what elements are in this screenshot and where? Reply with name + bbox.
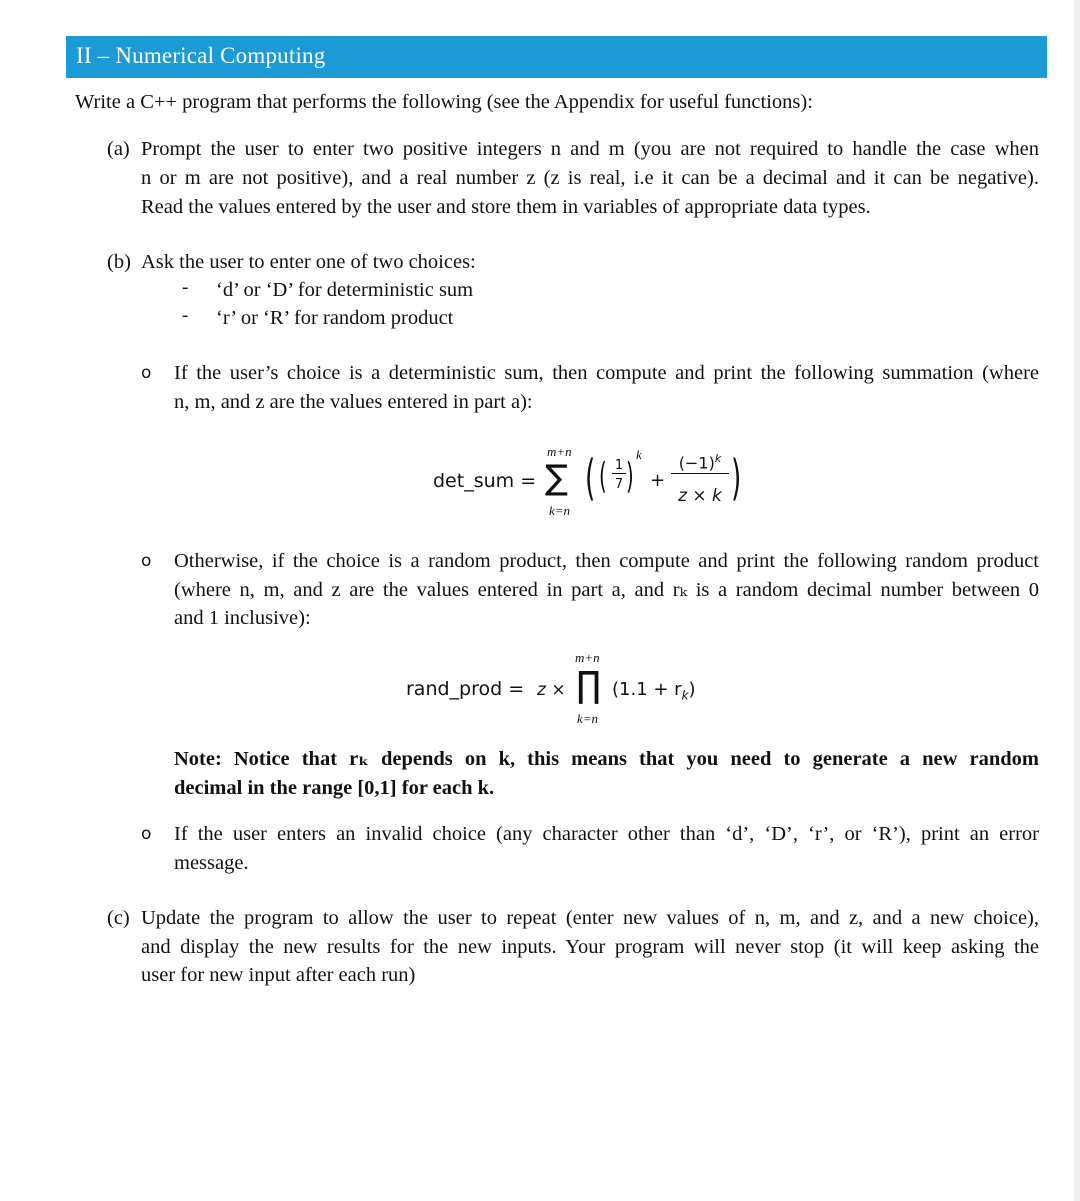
- left-paren-outer: (: [585, 450, 596, 506]
- prod-lower-limit: k=n: [577, 711, 599, 726]
- note-line-1: Note: Notice that rₖ depends on k, this means that you need to generate a new random: [174, 748, 1039, 770]
- invalid-line-2: message.: [174, 852, 249, 874]
- sum-lower-limit: k=n: [549, 503, 571, 518]
- prod-text-line-3: and 1 inclusive):: [174, 607, 311, 629]
- dash-bullet: -: [182, 277, 189, 298]
- part-c-line-1: Update the program to allow the user to repeat (enter new values of n, m, and z, and a new choice),: [141, 907, 1039, 929]
- part-a-line-3: Read the values entered by the user and store them in variables of appropriate data types.: [141, 196, 871, 218]
- plus-sign: +: [650, 470, 666, 491]
- prod-body: [612, 679, 696, 703]
- section-header: [66, 36, 1047, 78]
- part-c-line-3: user for new input after each run): [141, 964, 416, 986]
- dash-bullet: -: [182, 305, 189, 326]
- frac-seven: 7: [614, 477, 624, 492]
- choice-deterministic: ‘d’ or ‘D’ for deterministic sum: [216, 279, 474, 301]
- section-title: II – Numerical Computing: [76, 43, 326, 68]
- part-a-label: (a): [107, 138, 130, 160]
- circle-bullet: o: [141, 551, 152, 571]
- sum-upper-limit: m+n: [547, 444, 572, 459]
- right-paren-outer: ): [731, 450, 742, 506]
- part-c-label: (c): [107, 907, 130, 929]
- part-a-line-2: n or m are not positive), and a real number z (z is real, i.e it can be a decimal and it can be negative).: [141, 167, 1039, 189]
- prod-text-line-1: Otherwise, if the choice is a random product, then compute and print the following random product: [174, 550, 1039, 572]
- frac-denominator: z × k: [678, 486, 722, 506]
- part-b-line-1: Ask the user to enter one of two choices:: [141, 251, 476, 273]
- power-k: k: [636, 447, 642, 462]
- part-a-line-1: Prompt the user to enter two positive integers n and m (you are not required to handle the case when: [141, 138, 1039, 160]
- det-sum-lhs: det_sum =: [433, 470, 537, 492]
- rand-prod-lhs: rand_prod =: [406, 678, 525, 700]
- sum-text-line-2: n, m, and z are the values entered in part a):: [174, 391, 533, 413]
- note-line-2: decimal in the range [0,1] for each k.: [174, 777, 495, 799]
- part-c-line-2: and display the new results for the new inputs. Your program will never stop (it will keep asking the: [141, 936, 1039, 958]
- prod-upper-limit: m+n: [575, 650, 600, 665]
- z-times: z ×: [537, 680, 566, 700]
- circle-bullet: o: [141, 824, 152, 844]
- numerator-exp: k: [714, 452, 722, 465]
- prod-body-close: ): [688, 679, 696, 700]
- left-paren-inner: (: [599, 456, 607, 497]
- frac-numerator: [671, 452, 729, 474]
- right-paren-inner: ): [626, 456, 634, 497]
- invalid-line-1: If the user enters an invalid choice (any character other than ‘d’, ‘D’, ‘r’, or ‘R’), print an error: [174, 823, 1039, 845]
- choice-random: ‘r’ or ‘R’ for random product: [216, 307, 454, 329]
- intro-text: Write a C++ program that performs the following (see the Appendix for useful functions):: [75, 91, 813, 113]
- circle-bullet: o: [141, 363, 152, 383]
- product-icon: ∏: [576, 665, 601, 706]
- prod-body-sub: k: [681, 688, 689, 703]
- prod-text-line-2: (where n, m, and z are the values entered in part a, and rₖ is a random decimal number between 0: [174, 579, 1039, 601]
- part-b-label: (b): [107, 251, 131, 273]
- frac-one: 1: [612, 458, 626, 474]
- numerator-text: (−1): [678, 453, 715, 473]
- sum-text-line-1: If the user’s choice is a deterministic sum, then compute and print the following summation (where: [174, 362, 1039, 384]
- sigma-icon: ∑: [545, 458, 568, 498]
- prod-body-text: (1.1 + r: [612, 679, 682, 700]
